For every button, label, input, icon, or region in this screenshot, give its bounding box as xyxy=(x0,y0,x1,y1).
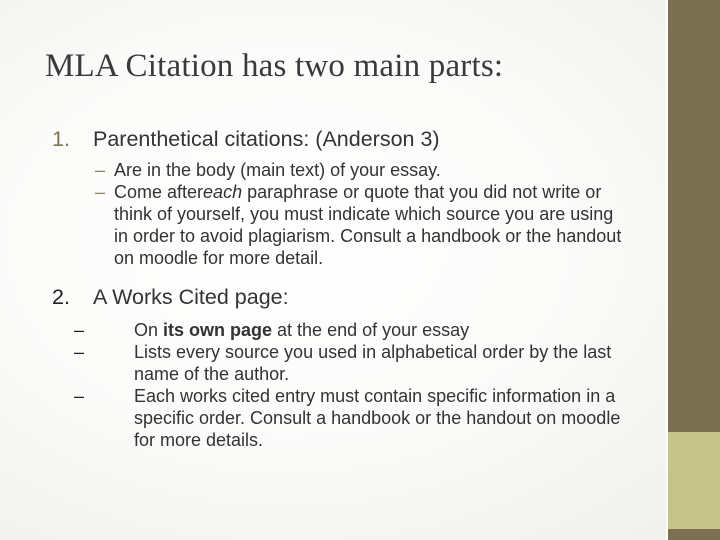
sub-bullet-text: paraphrase or quote that you did not write or think of yourself, you must indicate which source you are using in order to avoid plagiarism. Consult a handbook or the handout on moodle for more detail. xyxy=(114,182,622,268)
sub-bullet xyxy=(74,319,622,341)
sub-bullet-text: Come after xyxy=(114,182,204,202)
sidebar-divider xyxy=(666,0,668,540)
sub-bullet xyxy=(74,341,622,385)
list-heading: Parenthetical citations: (Anderson 3) xyxy=(93,127,440,151)
list-item-parenthetical xyxy=(52,126,622,152)
list-item-works-cited xyxy=(52,284,622,310)
sub-bullet-emphasis: each xyxy=(203,182,243,202)
sub-bullet-text: at the end of your essay xyxy=(272,320,470,340)
dash-bullet: – xyxy=(95,160,106,180)
list-number: 2. xyxy=(52,285,70,309)
dash-bullet: – xyxy=(74,342,85,362)
sub-bullet-text: Lists every source you used in alphabetical order by the last name of the author. xyxy=(134,342,612,384)
dash-bullet: – xyxy=(95,182,106,202)
sub-bullet xyxy=(95,159,622,181)
dash-bullet: – xyxy=(74,386,85,406)
list-heading: A Works Cited page: xyxy=(93,285,289,309)
sub-bullet-emphasis: its own page xyxy=(163,320,273,340)
sub-bullet-text: On xyxy=(134,320,164,340)
dash-bullet: – xyxy=(74,320,85,340)
list-number: 1. xyxy=(52,127,70,151)
slide-title: MLA Citation has two main parts: xyxy=(45,48,504,84)
sub-bullet xyxy=(95,181,622,269)
sub-bullet-text: Each works cited entry must contain specific information in a specific order. Consult a handbook or the handout on moodle for more details. xyxy=(134,386,621,450)
sub-bullet-text: Are in the body (main text) of your essay. xyxy=(114,160,441,180)
sub-bullet xyxy=(74,385,622,451)
slide-body xyxy=(52,126,622,451)
right-sidebar-accent xyxy=(668,432,720,529)
